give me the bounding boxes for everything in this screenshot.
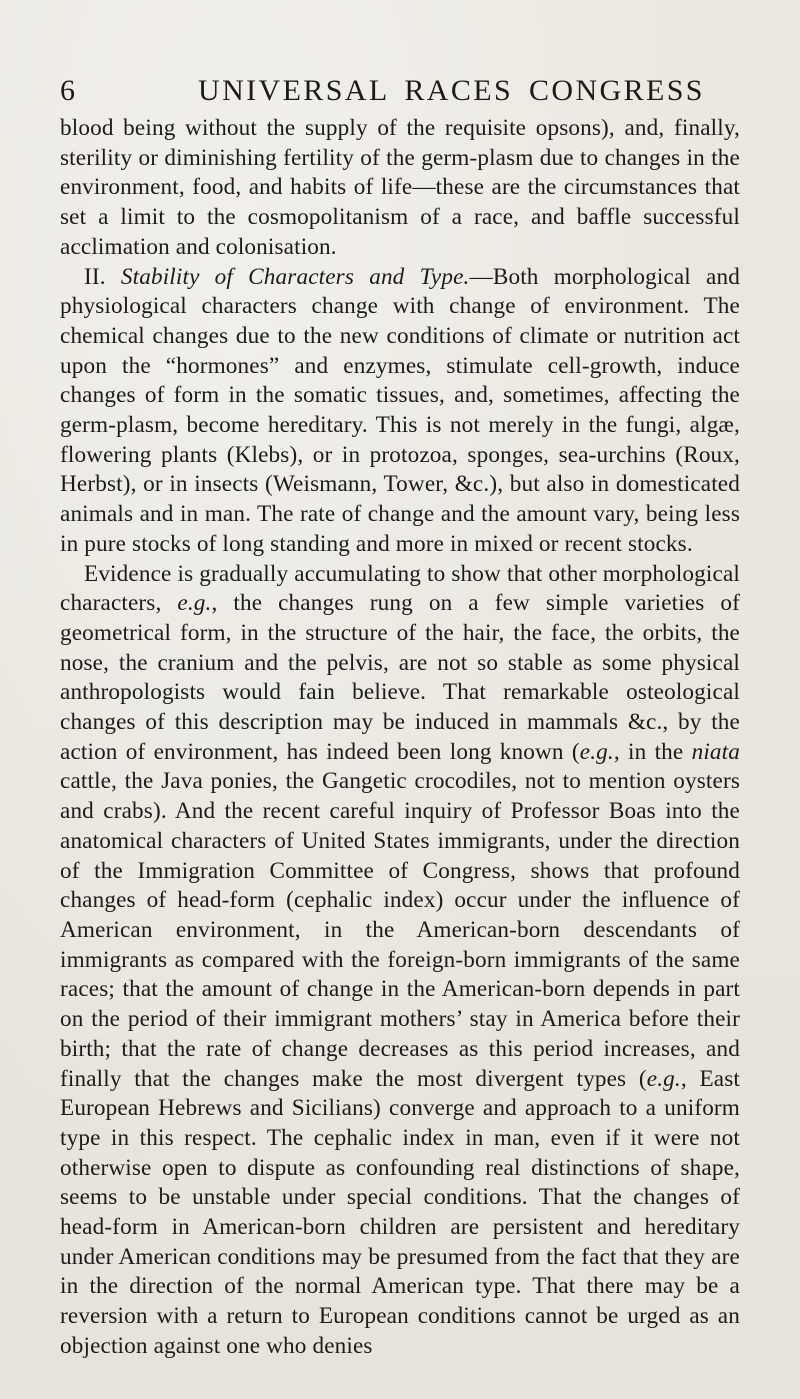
body-text — [60, 114, 740, 1362]
abbrev-eg-3: e.g. — [646, 1065, 681, 1092]
paragraph-3-part-b: , the changes rung on a few simple varieties of geometrical form, in the structure of the hair, the face, the orbits, the nose, the cranium and the pelvis, are not so stable as some physical anthropologists would fain believe. That remarkable osteological changes of this description may be induced in mammals &c., by the action of environment, has indeed been long known ( — [60, 590, 741, 765]
paragraph-3-part-e: , East European Hebrews and Sicilians) converge and approach to a uniform type in this respect. The cephalic index in man, even if it were not otherwise open to dispute as confounding real distinctions of shape, seems to be unstable under special conditions. That the changes of head-form in American-born children are persistent and hereditary under American conditions may be presumed from the fact that they are in the direction of the normal American type. That there may be a reversion with a return to European conditions cannot be urged as an objection against one who denies — [60, 1065, 741, 1359]
paragraph-evidence — [60, 560, 740, 1362]
section-heading: Stability of Characters and Type. — [120, 263, 470, 290]
term-niata: niata — [691, 738, 740, 765]
paragraph-2-text: —Both morphological and physiological characters change with change of environment. The chemical changes due to the new conditions of climate or nutrition act upon the “hormones” and enzymes, stimulate cell-growth, induce changes of form in the somatic tissues, and, sometimes, affecting the germ-plasm, become hereditary. This is not merely in the fungi, algæ, flowering plants (Klebs), or in protozoa, sponges, sea-urchins (Roux, Herbst), or in insects (Weismann, Tower, &c.), but also in domesticated animals and in man. The rate of change and the amount vary, being less in pure stocks of long standing and more in mixed or recent stocks. — [60, 263, 740, 557]
running-head — [60, 74, 740, 108]
abbrev-eg-1: e.g. — [177, 590, 212, 617]
paragraph-3-part-d: cattle, the Java ponies, the Gangetic crocodiles, not to mention oysters and crabs). And the recent careful inquiry of Professor Boas into the anatomical characters of United States immigrants, under the direction of the Immigration Committee of Congress, shows that profound changes of head-form (cephalic index) occur under the influence of American environment, in the American-born descendants of immigrants as compared with the foreign-born immigrants of the same races; that the amount of change in the American-born depends in part on the period of their immigrant mothers’ stay in America before their birth; that the rate of change decreases as this period increases, and finally that the changes make the most divergent types ( — [60, 768, 740, 1092]
abbrev-eg-2: e.g. — [579, 738, 614, 765]
paragraph-1-text: blood being without the supply of the requisite opsons), and, finally, sterility or diminishing fertility of the germ-plasm due to changes in the environment, food, and habits of life—these are the circumstances that set a limit to the cosmopolitanism of a race, and baffle successful acclimation and colonisation. — [60, 115, 740, 260]
paragraph-continuation — [60, 114, 740, 263]
paragraph-3-part-a: Evidence is gradually accumulating to show that other morphological characters, — [60, 560, 740, 617]
running-title: UNIVERSAL RACES CONGRESS — [198, 74, 705, 107]
section-numeral: II. — [84, 263, 106, 290]
paragraph-section-ii — [60, 263, 740, 560]
page-number: 6 — [60, 74, 76, 107]
paragraph-3-part-c: , in the — [613, 738, 692, 765]
